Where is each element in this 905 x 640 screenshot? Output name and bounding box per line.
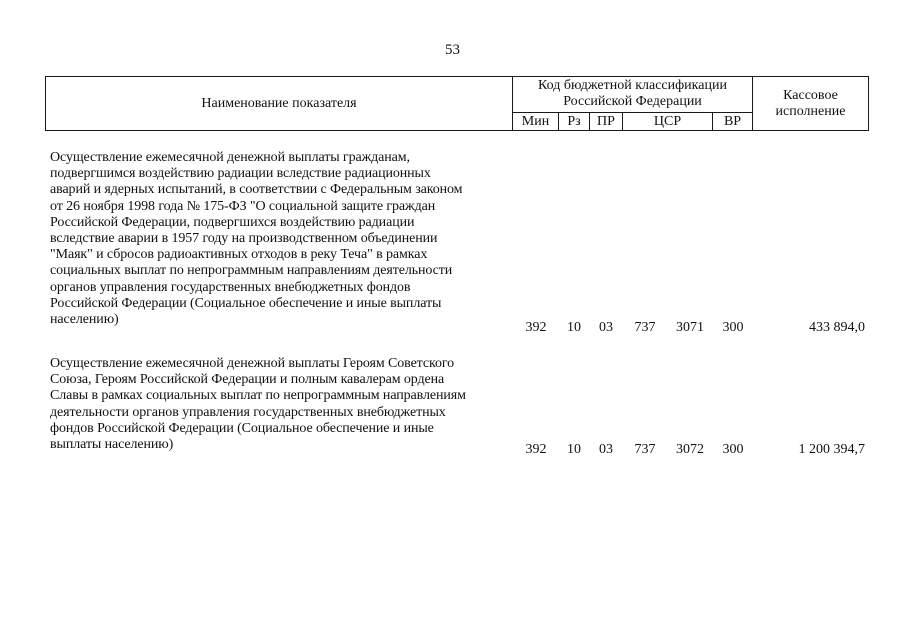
row-code-csr-part2: 3071	[676, 320, 704, 335]
header-right-border	[868, 76, 869, 131]
row-description: Осуществление ежемесячной денежной выплаты гражданам, подвергшимся воздействию радиации вследствие радиационных аварий и ядерных испытаний, в соответствии с Федеральным законом от 26 ноября 1998 года № 175-ФЗ "О социальной защите граждан Российской Федерации, подвергшихся воздействию радиации вследствие аварии в 1957 году на производственном объединении "Маяк" и сбросов радиоактивных отходов в реку Теча" в рамках социальных выплат по непрограммным направлениям деятельности органов управления государственных внебюджетных фондов Российской Федерации (Социальное обеспечение и иные выплаты населению)	[50, 150, 463, 328]
header-col-min: Мин	[521, 114, 550, 129]
row-code-pr: 03	[599, 320, 613, 335]
row-amount: 1 200 394,7	[798, 442, 865, 457]
row-description: Осуществление ежемесячной денежной выплаты Героям Советского Союза, Героям Российской Федерации и полным кавалерам ордена Славы в рамках социальных выплат по непрограммным направлениям деятельности органов управления государственных внебюджетных фондов Российской Федерации (Социальное обеспечение и иные выплаты населению)	[50, 356, 466, 453]
row-code-vr: 300	[722, 320, 744, 335]
header-col-rz: Рз	[567, 114, 581, 129]
header-amount-label: Кассовое исполнение	[775, 88, 846, 119]
row-code-rz: 10	[567, 442, 581, 457]
page-number: 53	[445, 42, 460, 58]
row-code-pr: 03	[599, 442, 613, 457]
row-code-min: 392	[525, 442, 547, 457]
row-code-min: 392	[525, 320, 547, 335]
row-code-csr-part1: 737	[634, 320, 656, 335]
row-code-rz: 10	[567, 320, 581, 335]
row-code-csr-part1: 737	[634, 442, 656, 457]
header-code-group-label: Код бюджетной классификации Российской Федерации	[538, 78, 727, 109]
row-code-csr-part2: 3072	[676, 442, 704, 457]
header-bottom-border	[45, 130, 869, 131]
header-top-border	[45, 76, 869, 77]
code-subheader-divider	[512, 112, 752, 113]
header-col-vr: ВР	[723, 114, 742, 129]
header-col-csr: ЦСР	[653, 114, 682, 129]
header-name-label: Наименование показателя	[201, 96, 357, 111]
row-amount: 433 894,0	[809, 320, 865, 335]
header-col-pr: ПР	[597, 114, 615, 129]
row-code-vr: 300	[722, 442, 744, 457]
